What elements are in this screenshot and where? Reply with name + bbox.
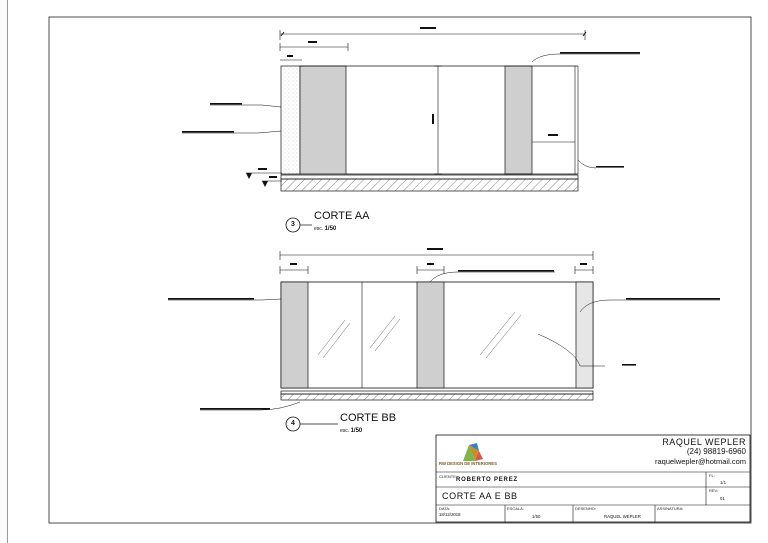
revision-label: REV: [709, 488, 719, 493]
revision-value: 01 [720, 496, 725, 501]
section-bb-scale-value: 1/50 [350, 428, 363, 434]
section-aa-drawing [182, 27, 640, 191]
signature-label: ASSINATURA: [657, 506, 684, 511]
brand-name: RW DESIGN DE INTERIORES [439, 461, 497, 466]
drawing-title: CORTE AA E BB [442, 491, 518, 501]
date-value: 18/12/2018 [439, 512, 461, 517]
section-aa-number: 3 [291, 221, 295, 228]
section-bb-drawing [168, 248, 720, 410]
designer-contact [655, 437, 746, 467]
drawn-by-label: DESENHO: [575, 506, 596, 511]
section-bb-scale [340, 428, 362, 434]
section-bb-title: CORTE BB [340, 412, 397, 424]
drawn-by-value: RAQUEL WEPLER [604, 514, 641, 519]
title-block [436, 435, 750, 522]
section-bb-number: 4 [291, 420, 295, 427]
section-aa-scale-value: 1/50 [324, 226, 337, 232]
client-name: ROBERTO PEREZ [456, 477, 518, 483]
section-aa-scale-prefix: esc. [314, 226, 324, 232]
sheet-value: 1/1 [720, 480, 726, 485]
scale-value: 1/50 [532, 514, 541, 519]
scale-label: ESCALA: [507, 506, 524, 511]
section-aa-title: CORTE AA [314, 210, 370, 222]
designer-name: RAQUEL WEPLER [662, 437, 746, 447]
designer-email: raquelwepler@hotmail.com [655, 457, 746, 466]
designer-phone: (24) 98819-6960 [686, 447, 746, 456]
section-bb-scale-prefix: esc. [340, 428, 350, 434]
client-label: CLIENTE: [439, 474, 458, 479]
section-aa-scale [314, 226, 336, 232]
sheet-label: FL: [709, 473, 715, 478]
date-label: DATA: [439, 506, 451, 511]
